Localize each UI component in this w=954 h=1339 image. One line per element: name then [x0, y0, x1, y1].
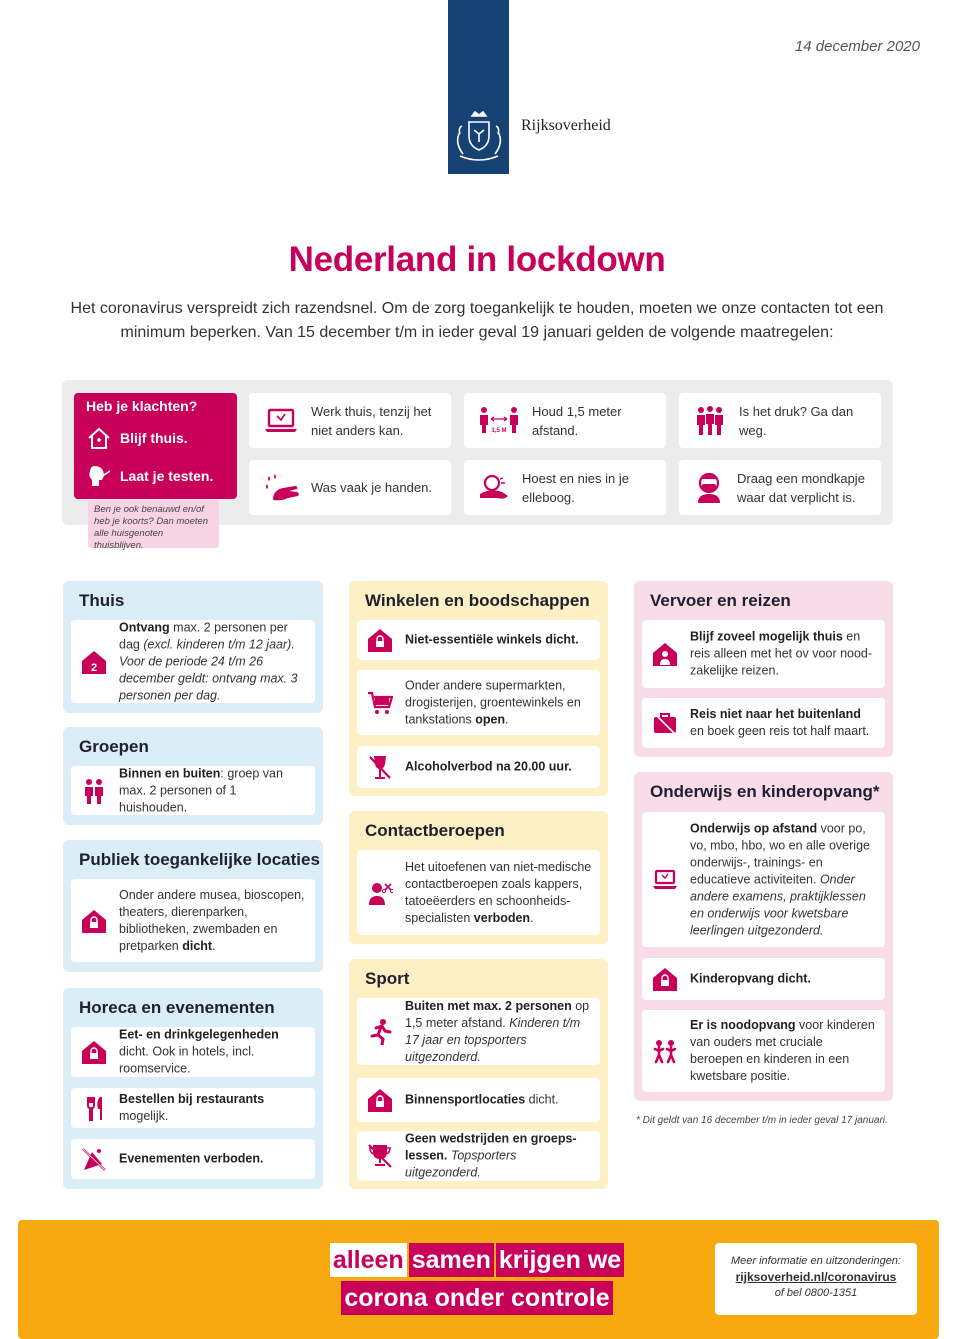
tip-cough [464, 460, 666, 515]
card-onderwijs-remote-text: Onderwijs op afstand voor po, vo, mbo, hbo, wo en alle overige onderwijs-, trainings- en educatieve activiteiten. Onder andere examens, praktijklessen en onderwijs voor kwetsbare leerlingen uitgezonderd. [690, 821, 870, 937]
card-horeca-eat [71, 1027, 315, 1077]
cough-elbow-icon [478, 472, 510, 504]
card-horeca-events-text: Evenementen verboden. [119, 1151, 264, 1166]
panel-thuis-title: Thuis [79, 591, 125, 610]
panel-onderwijs-title: Onderwijs en kinderopvang* [650, 782, 880, 801]
tip-mask [679, 460, 881, 515]
card-sport-indoor [357, 1078, 600, 1122]
info-box [715, 1243, 917, 1315]
complaints-note: Ben je ook benauwd en/of heb je koorts? Dan moeten alle huisgenoten thuisblijven. [88, 500, 219, 548]
card-contact [357, 850, 600, 935]
crowd-icon [693, 405, 727, 437]
panel-onderwijs [634, 772, 893, 1101]
panel-winkelen [349, 581, 608, 796]
house-lock-icon [367, 1087, 393, 1113]
panel-sport-title: Sport [365, 969, 410, 988]
card-sport-competitions-text: Geen wedstrijden en groeps-lessen. Topsporters uitgezonderd. [405, 1131, 577, 1180]
panel-publiek-title: Publiek toegankelijke locaties [79, 850, 320, 869]
panel-contact [349, 811, 608, 944]
shopping-cart-icon [367, 690, 393, 716]
card-horeca-events [71, 1139, 315, 1179]
card-thuis-visitors-text: Ontvang max. 2 personen per dag (excl. kinderen t/m 12 jaar). Voor de periode 24 t/m 26 december geldt: ontvang max. 3 personen per dag. [119, 620, 298, 702]
distance-icon-label: 1,5 M [491, 427, 507, 434]
laptop-icon [652, 867, 678, 893]
card-publiek [71, 879, 315, 962]
hand-wash-icon [263, 472, 299, 504]
slogan-word-samen: samen [409, 1243, 494, 1277]
card-winkelen-alcohol [357, 746, 600, 788]
trophy-banned-icon [367, 1143, 393, 1169]
tip-wash-hands-text: Was vaak je handen. [311, 480, 432, 495]
card-winkelen-open-text: Onder andere supermarkten, drogisterijen, groentewinkels en tankstations open. [405, 678, 581, 726]
get-tested-label: Laat je testen. [120, 468, 214, 484]
tip-distance [464, 393, 666, 448]
card-winkelen-alcohol-text: Alcoholverbod na 20.00 uur. [405, 759, 572, 774]
card-contact-text: Het uitoefenen van niet-medische contactberoepen zoals kappers, tatoeëerders en schoonheids-specialisten verboden. [405, 859, 592, 925]
footnote: * Dit geldt van 16 december t/m in ieder geval 17 januari. [636, 1115, 888, 1126]
card-sport-competitions [357, 1131, 600, 1181]
info-url-link[interactable]: rijksoverheid.nl/coronavirus [735, 1270, 897, 1284]
card-publiek-text: Onder andere musea, bioscopen, theaters, dierenparken, bibliotheken, zwembaden en pretparken dicht. [119, 887, 305, 953]
get-tested-row [86, 463, 213, 489]
house-cross-icon [86, 425, 112, 451]
card-vervoer-abroad [642, 698, 885, 748]
slogan-word-corona: corona onder controle [341, 1281, 612, 1315]
house-lock-icon [652, 966, 678, 992]
card-sport-outside [357, 998, 600, 1065]
card-onderwijs-emergency-text: Er is noodopvang voor kinderen van ouders met cruciale beroepen en kinderen in een kwetsbare positie. [690, 1018, 875, 1083]
card-vervoer-abroad-text: Reis niet naar het buitenland en boek geen reis tot half maart. [690, 707, 870, 738]
panel-vervoer-title: Vervoer en reizen [650, 591, 791, 610]
laptop-icon [263, 408, 299, 434]
panel-thuis [63, 581, 323, 713]
house-number: 2 [90, 661, 98, 674]
party-banned-icon [81, 1146, 107, 1172]
card-sport-outside-text: Buiten met max. 2 personen op 1,5 meter afstand. Kinderen t/m 17 jaar en topsporters uitgezonderd. [405, 998, 590, 1064]
slogan-word-alleen: alleen [330, 1243, 407, 1277]
tip-mask-text: Draag een mondkapje waar dat verplicht is. [737, 470, 865, 505]
panel-winkelen-title: Winkelen en boodschappen [365, 591, 590, 610]
cutlery-icon [81, 1095, 107, 1121]
panel-groepen [63, 727, 323, 825]
panel-groepen-title: Groepen [79, 737, 149, 756]
panel-vervoer [634, 581, 893, 757]
stay-home-label: Blijf thuis. [120, 430, 188, 446]
distance-icon [478, 405, 520, 437]
panel-publiek [63, 840, 323, 972]
hairdresser-icon [367, 880, 393, 906]
tip-busy-text: Is het druk? Ga dan weg. [739, 403, 854, 438]
runner-icon [367, 1019, 393, 1045]
tip-work-home [249, 393, 451, 448]
coat-of-arms-icon [452, 108, 506, 164]
card-thuis-visitors [71, 620, 315, 703]
card-sport-indoor-text: Binnensportlocaties dicht. [405, 1092, 559, 1107]
card-winkelen-closed [357, 620, 600, 660]
house-lock-icon [81, 1039, 107, 1065]
stay-home-row [86, 425, 188, 451]
two-people-icon [81, 778, 107, 804]
house-lock-icon [367, 627, 393, 653]
tip-cough-text: Hoest en nies in je elleboog. [522, 470, 629, 505]
page-title: Nederland in lockdown [288, 240, 666, 279]
slogan-word-krijgen: krijgen we [496, 1243, 624, 1277]
card-winkelen-closed-text: Niet-essentiële winkels dicht. [405, 632, 579, 647]
house-person-icon [652, 641, 678, 667]
tip-distance-text: Houd 1,5 meter afstand. [532, 403, 622, 438]
intro-text: Het coronavirus verspreidt zich razendsnel. Om de zorg toegankelijk te houden, moeten we onze contacten tot een minimum beperken. Van 15 december t/m in ieder geval 19 januari gelden de volgende maatregelen: [70, 300, 884, 341]
tip-wash-hands [249, 460, 451, 515]
complaints-box [74, 393, 237, 499]
complaints-title: Heb je klachten? [86, 398, 198, 414]
org-name: Rijksoverheid [521, 117, 611, 134]
publication-date: 14 december 2020 [794, 38, 920, 55]
card-horeca-eat-text: Eet- en drinkgelegenheden dicht. Ook in hotels, incl. roomservice. [119, 1027, 279, 1076]
card-vervoer-stay-home-text: Blijf zoveel mogelijk thuis en reis alleen met het ov voor nood-zakelijke reizen. [690, 629, 873, 678]
test-swab-icon [86, 463, 112, 489]
card-horeca-order-text: Bestellen bij restaurants mogelijk. [119, 1092, 265, 1123]
house-lock-icon [81, 908, 107, 934]
panel-horeca-title: Horeca en evenementen [79, 998, 275, 1017]
card-groepen [71, 766, 315, 815]
card-vervoer-stay-home [642, 620, 885, 688]
card-groepen-text: Binnen en buiten: groep van max. 2 personen of 1 huishouden. [119, 766, 283, 814]
card-onderwijs-childcare [642, 958, 885, 1000]
info-phone: of bel 0800-1351 [774, 1287, 858, 1299]
tip-work-home-text: Werk thuis, tenzij het niet anders kan. [311, 403, 432, 438]
house-number-icon [81, 649, 107, 675]
tip-busy [679, 393, 881, 448]
children-playing-icon [652, 1038, 678, 1064]
face-mask-icon [693, 471, 725, 505]
card-onderwijs-remote [642, 812, 885, 947]
wine-glass-banned-icon [367, 754, 393, 780]
info-label: Meer informatie en uitzonderingen: [731, 1255, 901, 1267]
card-horeca-order [71, 1088, 315, 1128]
panel-contact-title: Contactberoepen [365, 821, 505, 840]
panel-sport [349, 959, 608, 1189]
suitcase-banned-icon [652, 710, 678, 736]
panel-horeca [63, 988, 323, 1189]
card-winkelen-open [357, 670, 600, 735]
card-onderwijs-emergency [642, 1010, 885, 1092]
card-onderwijs-childcare-text: Kinderopvang dicht. [690, 971, 811, 986]
